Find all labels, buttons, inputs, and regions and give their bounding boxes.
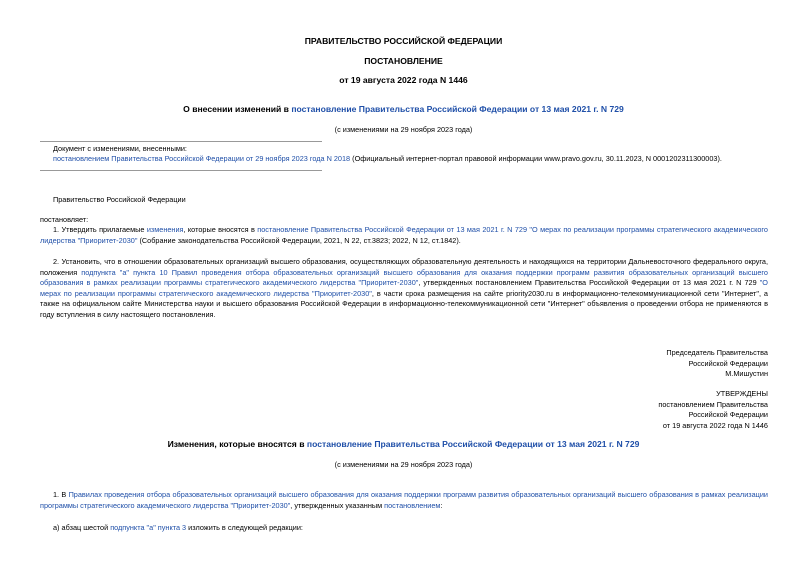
subpoint-a-text: изложить в следующей редакции: [186, 523, 303, 532]
annex-paragraph-text: 1. В [53, 490, 69, 499]
paragraph-2 [40, 257, 768, 320]
annex-title-prefix: Изменения, которые вносятся в [167, 439, 307, 449]
government-name: ПРАВИТЕЛЬСТВО РОССИЙСКОЙ ФЕДЕРАЦИИ [304, 36, 503, 46]
annex-title [0, 439, 807, 449]
annex-paragraph-text: : [440, 500, 443, 510]
annex-paragraph-1 [40, 490, 768, 511]
annex-edition-note: (с изменениями на 29 ноября 2023 года) [334, 460, 473, 469]
decree-729-link[interactable]: постановление Правительства Российской Федерации от 13 мая 2021 г. N 729 "О мерах по реализации программы стратегического академического лидерства "Приоритет-2030" [40, 225, 768, 245]
changes-intro: Документ с изменениями, внесенными: [53, 144, 187, 153]
approved-label: УТВЕРЖДЕНЫ [716, 389, 768, 398]
title-link[interactable]: постановление Правительства Российской Федерации от 13 мая 2021 г. N 729 [291, 104, 624, 114]
selection-rules-link[interactable]: Правилах проведения отбора образовательных организаций высшего образования для оказания поддержки программ развития образовательных организаций высшего образования в рамках реализации программы стратегического академического лидерства "Приоритет-2030" [40, 490, 768, 510]
document-title [0, 104, 807, 114]
paragraph-2-text: 2. Установить, что в отношении образовательных организаций высшего образования, осуществляющих образовательную деятельность и находящихся на территории Дальневосточного федерального округа, положения [40, 257, 768, 277]
divider-top [40, 141, 322, 142]
subpoint-link[interactable]: подпункта "а" пункта 3 [110, 523, 187, 532]
changes-source [53, 154, 773, 165]
approved-country: Российской Федерации [688, 410, 768, 419]
paragraph-1-text: , которые вносятся в [183, 225, 258, 234]
decrees-word: постановляет: [40, 215, 89, 224]
paragraph-1-text: (Собрание законодательства Российской Федерации, 2021, N 22, ст.3823; 2022, N 12, ст.1842). [137, 235, 461, 245]
signature-country: Российской Федерации [688, 358, 768, 368]
issuer: Правительство Российской Федерации [53, 195, 186, 204]
publication-source: (Официальный интернет-портал правовой информации www.pravo.gov.ru, 30.11.2023, N 0001202311300003). [350, 154, 722, 163]
paragraph-1-text: 1. Утвердить прилагаемые [53, 225, 147, 234]
decree-measures-link[interactable]: "О мерах по реализации программы стратегического академического лидерства "Приоритет-2030" [40, 278, 768, 298]
title-prefix: О внесении изменений в [183, 104, 292, 114]
approval-block [658, 389, 768, 431]
document-type: ПОСТАНОВЛЕНИЕ [364, 56, 443, 66]
paragraph-2-text: , утвержденных постановлением Правительства Российской Федерации от 13 мая 2021 г. N 729 [418, 278, 760, 287]
signature-position: Председатель Правительства [666, 348, 768, 357]
changes-link[interactable]: изменения [146, 225, 184, 234]
annex-paragraph-text: , утвержденных указанным [290, 500, 385, 510]
edition-note: (с изменениями на 29 ноября 2023 года) [334, 125, 473, 134]
subpoint-a-text: а) абзац шестой [53, 523, 111, 532]
signature-name: М.Мишустин [725, 369, 768, 378]
amending-decree-link[interactable]: постановлением Правительства Российской Федерации от 29 ноября 2023 года N 2018 [53, 154, 351, 163]
document-date: от 19 августа 2022 года N 1446 [339, 75, 468, 85]
approved-by: постановлением Правительства [658, 399, 768, 409]
paragraph-1 [40, 225, 768, 246]
approved-date: от 19 августа 2022 года N 1446 [662, 420, 768, 430]
paragraph-2-text: , в части срока размещения на сайте priority2030.ru в информационно-телекоммуникационной сети "Интернет", а также на официальном сайте Министерства науки и высшего образования Российской Федерации в информационно-телекоммуникационной сети "Интернет" объявления о проведении отбора не применяются в году вступления в силу настоящего постановления. [40, 288, 768, 319]
signature-block [666, 348, 768, 380]
divider-bottom [40, 170, 322, 171]
subpoint-a [53, 523, 303, 534]
rules-subpoint-link[interactable]: подпункта "а" пункта 10 Правил проведения отбора образовательных организаций высшего образования для оказания поддержки программ развития образовательных организаций высшего образования в рамках реализации программы стратегического академического лидерства "Приоритет-2030" [40, 267, 768, 287]
annex-title-link[interactable]: постановление Правительства Российской Федерации от 13 мая 2021 г. N 729 [306, 439, 640, 449]
decree-link[interactable]: постановлением [384, 500, 441, 510]
